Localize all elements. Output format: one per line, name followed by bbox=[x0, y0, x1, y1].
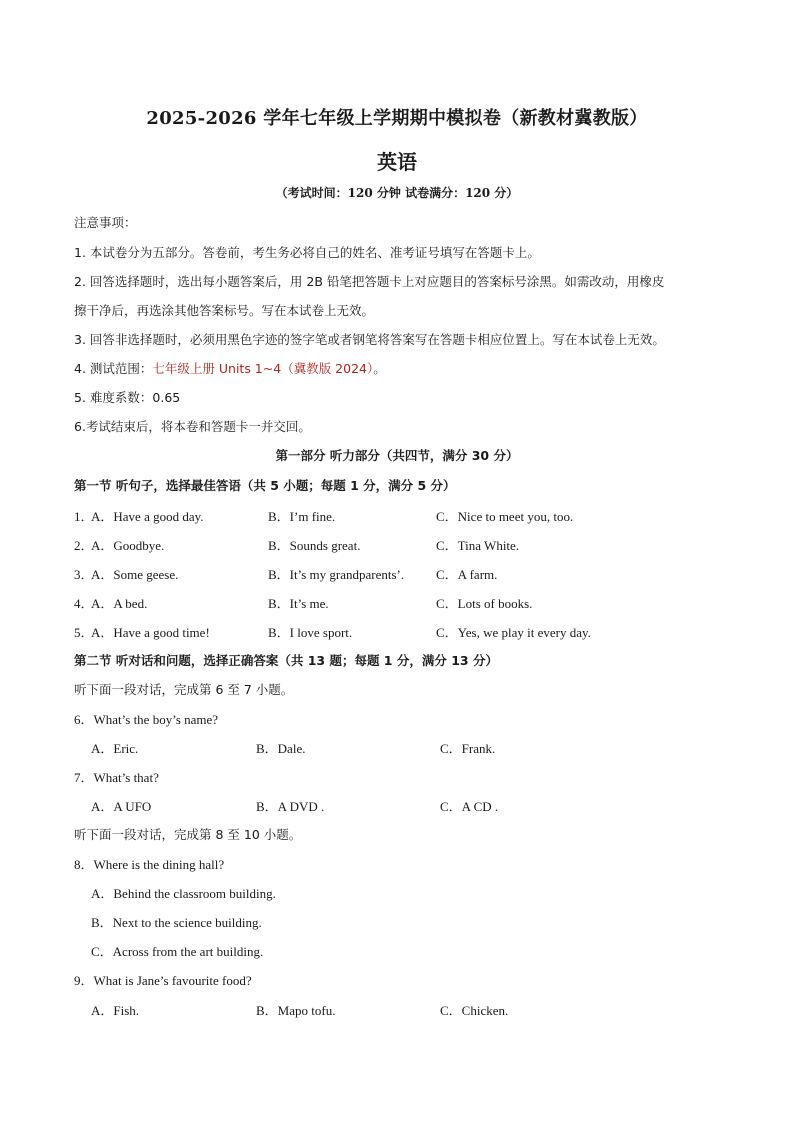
option-c: C．A farm. bbox=[436, 567, 498, 582]
note-item-6: 6.考试结束后，将本卷和答题卡一并交回。 bbox=[74, 419, 311, 434]
question-9-option-c: C．Chicken. bbox=[440, 1003, 509, 1018]
question-8-option-a: A．Behind the classroom building. bbox=[91, 886, 276, 901]
question-number: 1． bbox=[74, 509, 94, 524]
question-number: 5． bbox=[74, 625, 94, 640]
notes-heading: 注意事项： bbox=[74, 215, 137, 230]
question-6-option-a: A．Eric. bbox=[91, 741, 139, 756]
dialogue-intro-2: 听下面一段对话，完成第 8 至 10 小题。 bbox=[74, 827, 302, 842]
option-a: A．Have a good day. bbox=[91, 509, 204, 524]
option-a: A．Goodbye. bbox=[91, 538, 165, 553]
option-b: B．Sounds great. bbox=[268, 538, 361, 553]
option-a: A．Some geese. bbox=[91, 567, 179, 582]
option-c: C．Tina White. bbox=[436, 538, 520, 553]
scope-suffix: 。 bbox=[373, 361, 386, 376]
option-b: B．It’s my grandparents’. bbox=[268, 567, 405, 582]
question-7-option-b: B．A DVD . bbox=[256, 799, 325, 814]
question-2 bbox=[74, 535, 734, 553]
exam-title: 2025-2026 学年七年级上学期期中模拟卷（新教材冀教版） bbox=[146, 108, 648, 129]
note-item-4 bbox=[74, 359, 386, 377]
question-8-stem: 8．Where is the dining hall? bbox=[74, 857, 225, 872]
section1-title: 第一节 听句子，选择最佳答语（共 5 小题；每题 1 分，满分 5 分） bbox=[74, 478, 456, 493]
question-number: 4． bbox=[74, 596, 94, 611]
scope-value: 七年级上册 Units 1~4（冀教版 2024） bbox=[152, 361, 374, 376]
note-item-2: 2. 回答选择题时，选出每小题答案后，用 2B 铅笔把答题卡上对应题目的答案标号涂黑。如需改动，用橡皮 bbox=[74, 274, 665, 289]
option-c: C．Nice to meet you, too. bbox=[436, 509, 574, 524]
subject-title: 英语 bbox=[377, 150, 417, 174]
note-item-3: 3. 回答非选择题时，必须用黑色字迹的签字笔或者钢笔将答案写在答题卡相应位置上。写在本试卷上无效。 bbox=[74, 332, 665, 347]
option-b: B．It’s me. bbox=[268, 596, 329, 611]
question-8-option-b: B．Next to the science building. bbox=[91, 915, 262, 930]
question-7-option-a: A．A UFO bbox=[91, 799, 152, 814]
question-7-stem: 7．What’s that? bbox=[74, 770, 159, 785]
note-item-1: 1. 本试卷分为五部分。答卷前，考生务必将自己的姓名、准考证号填写在答题卡上。 bbox=[74, 245, 540, 260]
option-a: A．Have a good time! bbox=[91, 625, 210, 640]
note-item-2-cont: 擦干净后，再选涂其他答案标号。写在本试卷上无效。 bbox=[74, 303, 375, 318]
option-c: C．Yes, we play it every day. bbox=[436, 625, 591, 640]
question-9-option-a: A．Fish. bbox=[91, 1003, 140, 1018]
question-6-option-b: B．Dale. bbox=[256, 741, 306, 756]
question-7-option-c: C．A CD . bbox=[440, 799, 499, 814]
question-9-stem: 9．What is Jane’s favourite food? bbox=[74, 973, 252, 988]
section2-title: 第二节 听对话和问题，选择正确答案（共 13 题；每题 1 分，满分 13 分） bbox=[74, 653, 498, 668]
question-3 bbox=[74, 564, 734, 582]
option-b: B．I’m fine. bbox=[268, 509, 336, 524]
question-1 bbox=[74, 506, 734, 524]
question-number: 2． bbox=[74, 538, 94, 553]
part1-title: 第一部分 听力部分（共四节，满分 30 分） bbox=[275, 448, 519, 463]
question-number: 3． bbox=[74, 567, 94, 582]
option-a: A．A bed. bbox=[91, 596, 148, 611]
option-c: C．Lots of books. bbox=[436, 596, 533, 611]
question-4 bbox=[74, 593, 734, 611]
question-8-option-c: C．Across from the art building. bbox=[91, 944, 264, 959]
dialogue-intro-1: 听下面一段对话，完成第 6 至 7 小题。 bbox=[74, 682, 294, 697]
question-5 bbox=[74, 622, 734, 640]
note-item-5: 5. 难度系数：0.65 bbox=[74, 390, 181, 405]
scope-prefix: 4. 测试范围： bbox=[74, 361, 153, 376]
exam-info: （考试时间：120 分钟 试卷满分：120 分） bbox=[275, 186, 519, 200]
question-6-stem: 6．What’s the boy’s name? bbox=[74, 712, 219, 727]
question-6-option-c: C．Frank. bbox=[440, 741, 496, 756]
option-b: B．I love sport. bbox=[268, 625, 353, 640]
question-9-option-b: B．Mapo tofu. bbox=[256, 1003, 336, 1018]
